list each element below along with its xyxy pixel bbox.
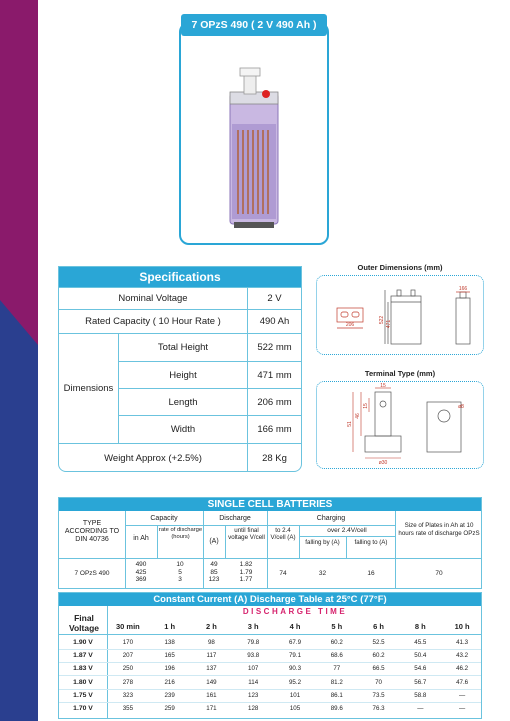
discharge-column-header: 3 h [247, 622, 259, 631]
discharge-value-cell: — [459, 705, 466, 712]
discharge-value-cell: 123 [248, 691, 259, 699]
grid-line [59, 689, 482, 690]
terminal-base-diameter-label: ø30 [378, 460, 388, 466]
outer-length-label: 206 [345, 322, 355, 328]
grid-line [59, 662, 482, 663]
spec-row-weight [59, 443, 301, 472]
spec-row-width [119, 415, 301, 443]
discharge-value-cell: 77 [333, 665, 341, 673]
discharge-column-header: 2 h [206, 622, 217, 631]
cell-amps: 49 85 123 [208, 561, 220, 583]
discharge-column-header: 1 h [164, 622, 176, 631]
spec-row-height [119, 361, 301, 388]
spec-dimensions-label: Dimensions [59, 333, 119, 443]
discharge-value-cell: 81.2 [330, 678, 343, 686]
grid-line [59, 649, 482, 650]
discharge-value-cell: 128 [248, 705, 259, 712]
discharge-table-title: Constant Current (A) Discharge Table at 25°C (77°F) [59, 593, 481, 606]
terminal-type-drawing [317, 382, 482, 467]
cell-falling-to: 16 [367, 570, 375, 577]
discharge-value-cell: 52.5 [372, 639, 385, 646]
header-type: TYPE ACCORDING TO DIN 40736 [64, 520, 120, 543]
header-charging-over: over 2.4V/cell [327, 527, 367, 534]
table-row [59, 691, 482, 700]
discharge-value-cell: — [459, 691, 466, 699]
discharge-value-cell: 105 [289, 705, 301, 712]
spec-row-rated-capacity [59, 309, 301, 333]
discharge-value-cell: 90.3 [288, 665, 302, 673]
final-voltage-cell: 1.90 V [73, 639, 93, 646]
discharge-value-cell: 138 [164, 639, 175, 646]
header-capacity: Capacity [150, 515, 178, 522]
outer-dimensions-drawing [317, 276, 482, 353]
grid-line [125, 525, 395, 526]
outer-dimensions-title: Outer Dimensions (mm) [357, 263, 443, 272]
final-voltage-cell: 1.70 V [73, 705, 93, 712]
header-falling-by: falling by (A) [305, 539, 340, 546]
discharge-value-cell: 67.9 [288, 639, 302, 646]
discharge-value-cell: 43.2 [456, 652, 469, 660]
spec-value: 490 Ah [247, 310, 301, 333]
discharge-column-header: 10 h [454, 622, 470, 631]
discharge-value-cell: 70 [375, 678, 382, 686]
terminal-hole-diameter-label: ø8 [458, 404, 464, 410]
final-voltage-header: Final Voltage [68, 613, 100, 633]
table-row [59, 704, 482, 713]
discharge-column-header: 8 h [414, 622, 426, 631]
discharge-value-cell: 171 [206, 705, 217, 712]
cell-type: 7 OPzS 490 [74, 570, 110, 577]
discharge-value-cell: 149 [206, 678, 217, 686]
discharge-value-cell: 60.2 [372, 652, 385, 660]
table-row [59, 651, 482, 660]
discharge-table [58, 592, 482, 719]
decorative-band-magenta [0, 0, 38, 345]
final-voltage-cell: 1.87 V [73, 652, 93, 660]
discharge-value-cell: 170 [122, 639, 134, 646]
spec-row-total-height [119, 333, 301, 361]
spec-value: 28 Kg [247, 444, 301, 472]
header-charging: Charging [316, 515, 346, 522]
discharge-value-cell: 323 [122, 691, 134, 699]
single-cell-title: SINGLE CELL BATTERIES [59, 498, 481, 511]
spec-row-length [119, 388, 301, 415]
header-capacity-rate: rate of discharge (hours) [158, 527, 203, 540]
decorative-band-blue [0, 345, 38, 721]
grid-line [59, 702, 482, 703]
spec-value: 206 mm [247, 389, 301, 415]
spec-label: Length [168, 396, 198, 408]
spec-label: Rated Capacity ( 10 Hour Rate ) [85, 316, 221, 327]
terminal-type-box [316, 381, 484, 469]
discharge-value-cell: 60.2 [330, 639, 343, 646]
discharge-value-cell: 73.5 [372, 691, 385, 699]
discharge-value-cell: 66.5 [372, 665, 385, 673]
specifications-title: Specifications [59, 267, 301, 287]
discharge-time-label: DISCHARGE TIME [242, 607, 348, 616]
discharge-value-cell: 50.4 [414, 652, 427, 660]
grid-line [59, 634, 482, 635]
spec-label: Height [169, 369, 197, 381]
grid-line [59, 675, 482, 676]
discharge-value-cell: 278 [122, 678, 134, 686]
table-row [59, 638, 482, 647]
discharge-value-cell: 79.1 [288, 652, 302, 660]
discharge-value-cell: 89.6 [330, 705, 343, 712]
cell-ah: 490 425 369 [135, 561, 147, 583]
terminal-depth-label: 51 [347, 421, 353, 427]
spec-label: Nominal Voltage [118, 293, 188, 304]
discharge-column-header: 6 h [373, 622, 384, 631]
discharge-value-cell: 98 [207, 639, 215, 646]
discharge-value-cell: 41.3 [456, 639, 469, 646]
spec-value: 166 mm [247, 416, 301, 443]
outer-width-label: 166 [458, 286, 468, 292]
outer-total-height-label: 522 [379, 315, 385, 325]
spec-label: Total Height [157, 342, 209, 353]
header-discharge-voltage: until final voltage V/cell [228, 527, 265, 541]
header-discharge-a: (A) [209, 538, 219, 545]
discharge-column-header: 5 h [331, 622, 343, 631]
discharge-value-cell: 76.3 [372, 705, 385, 712]
discharge-value-cell: 86.1 [330, 691, 343, 699]
discharge-value-cell: 137 [206, 665, 217, 673]
table-row [59, 664, 482, 673]
cell-final-voltage: 1.82 1.79 1.77 [239, 561, 253, 583]
discharge-column-header: 4 h [289, 622, 301, 631]
header-capacity-ah: in Ah [133, 535, 149, 542]
discharge-value-cell: 259 [164, 705, 175, 712]
final-voltage-cell: 1.83 V [73, 665, 93, 673]
discharge-value-cell: 165 [164, 652, 175, 660]
product-title: 7 OPzS 490 ( 2 V 490 Ah ) [181, 14, 327, 36]
terminal-type-title: Terminal Type (mm) [364, 369, 436, 378]
discharge-value-cell: 196 [164, 665, 175, 673]
discharge-value-cell: 216 [164, 678, 175, 686]
table-row [59, 678, 482, 687]
discharge-value-cell: 355 [122, 705, 134, 712]
discharge-value-cell: 207 [122, 652, 134, 660]
terminal-stem-height-label: 46 [355, 413, 361, 419]
cell-rate: 10 5 3 [176, 561, 184, 583]
outer-height-label: 471 [386, 319, 392, 329]
header-plates: Size of Plates in Ah at 10 hours rate of discharge OPzS [398, 522, 480, 537]
spec-row-nominal-voltage [59, 287, 301, 309]
discharge-value-cell: 47.6 [456, 678, 469, 686]
discharge-value-cell: 101 [289, 691, 301, 699]
discharge-value-cell: 54.6 [414, 665, 427, 673]
discharge-value-cell: 250 [122, 665, 134, 673]
final-voltage-cell: 1.75 V [73, 691, 93, 699]
outer-dimensions-box [316, 275, 484, 355]
terminal-inner-height-label: 15 [363, 403, 369, 409]
discharge-value-cell: 95.2 [288, 678, 302, 686]
spec-label: Weight Approx (+2.5%) [104, 452, 202, 464]
discharge-value-cell: 117 [206, 652, 217, 660]
cell-plates: 70 [435, 570, 443, 577]
header-discharge: Discharge [219, 515, 251, 522]
discharge-value-cell: 161 [206, 691, 217, 699]
discharge-value-cell: 107 [248, 665, 259, 673]
grid-line [59, 558, 482, 559]
discharge-value-cell: 68.6 [330, 652, 343, 660]
header-falling-to: falling to (A) [354, 539, 388, 546]
discharge-value-cell: 93.8 [247, 652, 260, 660]
single-cell-batteries-table [58, 497, 482, 589]
spec-value: 2 V [247, 288, 301, 309]
spec-value: 522 mm [247, 334, 301, 361]
final-voltage-cell: 1.80 V [73, 678, 93, 686]
cell-falling-by: 32 [318, 570, 327, 577]
discharge-value-cell: 58.8 [414, 691, 427, 699]
discharge-value-cell: 56.7 [414, 678, 427, 686]
discharge-value-cell: — [417, 705, 424, 712]
header-charging-to: to 2.4 V/cell (A) [270, 527, 296, 541]
battery-illustration [216, 64, 292, 234]
discharge-value-cell: 114 [248, 678, 259, 686]
decorative-band-wedge [0, 300, 38, 345]
discharge-value-cell: 46.2 [456, 665, 469, 673]
terminal-top-width-label: 15 [380, 383, 386, 389]
spec-label: Width [170, 424, 196, 435]
discharge-value-cell: 45.5 [414, 639, 427, 646]
discharge-value-cell: 79.8 [247, 639, 260, 646]
discharge-column-header: 30 min [116, 622, 140, 631]
specifications-table [58, 266, 302, 472]
discharge-value-cell: 239 [164, 691, 175, 699]
spec-value: 471 mm [247, 362, 301, 388]
cell-charging-to: 74 [279, 570, 287, 577]
grid-line [299, 536, 395, 537]
